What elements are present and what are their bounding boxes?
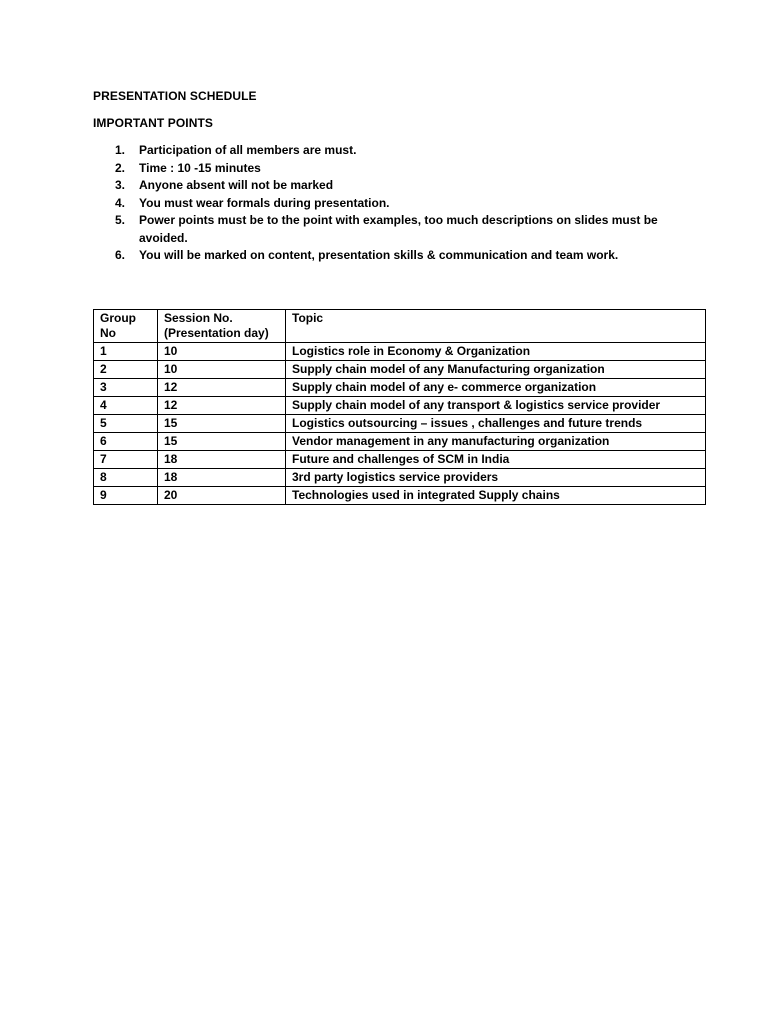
- list-item-text: Anyone absent will not be marked: [139, 178, 334, 192]
- table-row: [94, 487, 706, 505]
- cell-topic: Supply chain model of any Manufacturing organization: [286, 361, 706, 379]
- table-row: [94, 451, 706, 469]
- list-item-text: You must wear formals during presentation.: [139, 195, 390, 210]
- cell-session: 10: [158, 361, 286, 379]
- list-number: 4.: [115, 195, 126, 210]
- cell-session: 10: [158, 343, 286, 361]
- list-item-text: Time : 10 -15 minutes: [139, 160, 261, 175]
- list-item: [93, 177, 683, 195]
- cell-group: 1: [94, 343, 158, 361]
- list-item-text: You will be marked on content, presentation skills & communication and team work.: [139, 248, 619, 262]
- cell-session: 20: [158, 487, 286, 505]
- cell-session: 12: [158, 397, 286, 415]
- list-item-text: Participation of all members are must.: [139, 143, 357, 157]
- table-row: [94, 343, 706, 361]
- cell-topic: Logistics role in Economy & Organization: [286, 343, 706, 361]
- list-item-text: Power points must be to the point with examples, too much descriptions on slides must be avoided.: [139, 213, 658, 245]
- cell-session: 15: [158, 433, 286, 451]
- list-item: [93, 247, 683, 265]
- cell-group: 7: [94, 451, 158, 469]
- cell-topic: Supply chain model of any e- commerce organization: [286, 379, 706, 397]
- important-points-heading: IMPORTANT POINTS: [93, 116, 214, 130]
- cell-topic: Supply chain model of any transport & logistics service provider: [286, 397, 706, 415]
- header-session-no: Session No. (Presentation day): [158, 310, 286, 343]
- important-points-list: [93, 142, 683, 265]
- list-number: 3.: [115, 178, 126, 192]
- cell-session: 18: [158, 451, 286, 469]
- cell-group: 5: [94, 415, 158, 433]
- list-item: [93, 195, 683, 213]
- header-group-no: Group No: [94, 310, 158, 343]
- table-row: [94, 433, 706, 451]
- cell-topic: Logistics outsourcing – issues , challenges and future trends: [286, 415, 706, 433]
- list-number: 2.: [115, 160, 126, 175]
- table-row: [94, 469, 706, 487]
- schedule-table: [93, 309, 706, 505]
- cell-topic: 3rd party logistics service providers: [286, 469, 706, 487]
- table-row: [94, 361, 706, 379]
- list-item: [93, 160, 683, 178]
- table-row: [94, 397, 706, 415]
- list-item: [93, 142, 683, 160]
- cell-group: 3: [94, 379, 158, 397]
- list-number: 5.: [115, 213, 126, 227]
- table-row: [94, 379, 706, 397]
- cell-group: 9: [94, 487, 158, 505]
- document-title: PRESENTATION SCHEDULE: [93, 89, 257, 103]
- cell-session: 18: [158, 469, 286, 487]
- cell-group: 8: [94, 469, 158, 487]
- list-number: 6.: [115, 248, 126, 262]
- table-row: [94, 415, 706, 433]
- cell-group: 6: [94, 433, 158, 451]
- cell-group: 2: [94, 361, 158, 379]
- list-number: 1.: [115, 143, 126, 157]
- header-topic: Topic: [286, 310, 706, 343]
- cell-session: 12: [158, 379, 286, 397]
- list-item: [93, 212, 683, 247]
- table-header-row: [94, 310, 706, 343]
- cell-topic: Future and challenges of SCM in India: [286, 451, 706, 469]
- cell-topic: Technologies used in integrated Supply chains: [286, 487, 706, 505]
- cell-group: 4: [94, 397, 158, 415]
- cell-topic: Vendor management in any manufacturing organization: [286, 433, 706, 451]
- cell-session: 15: [158, 415, 286, 433]
